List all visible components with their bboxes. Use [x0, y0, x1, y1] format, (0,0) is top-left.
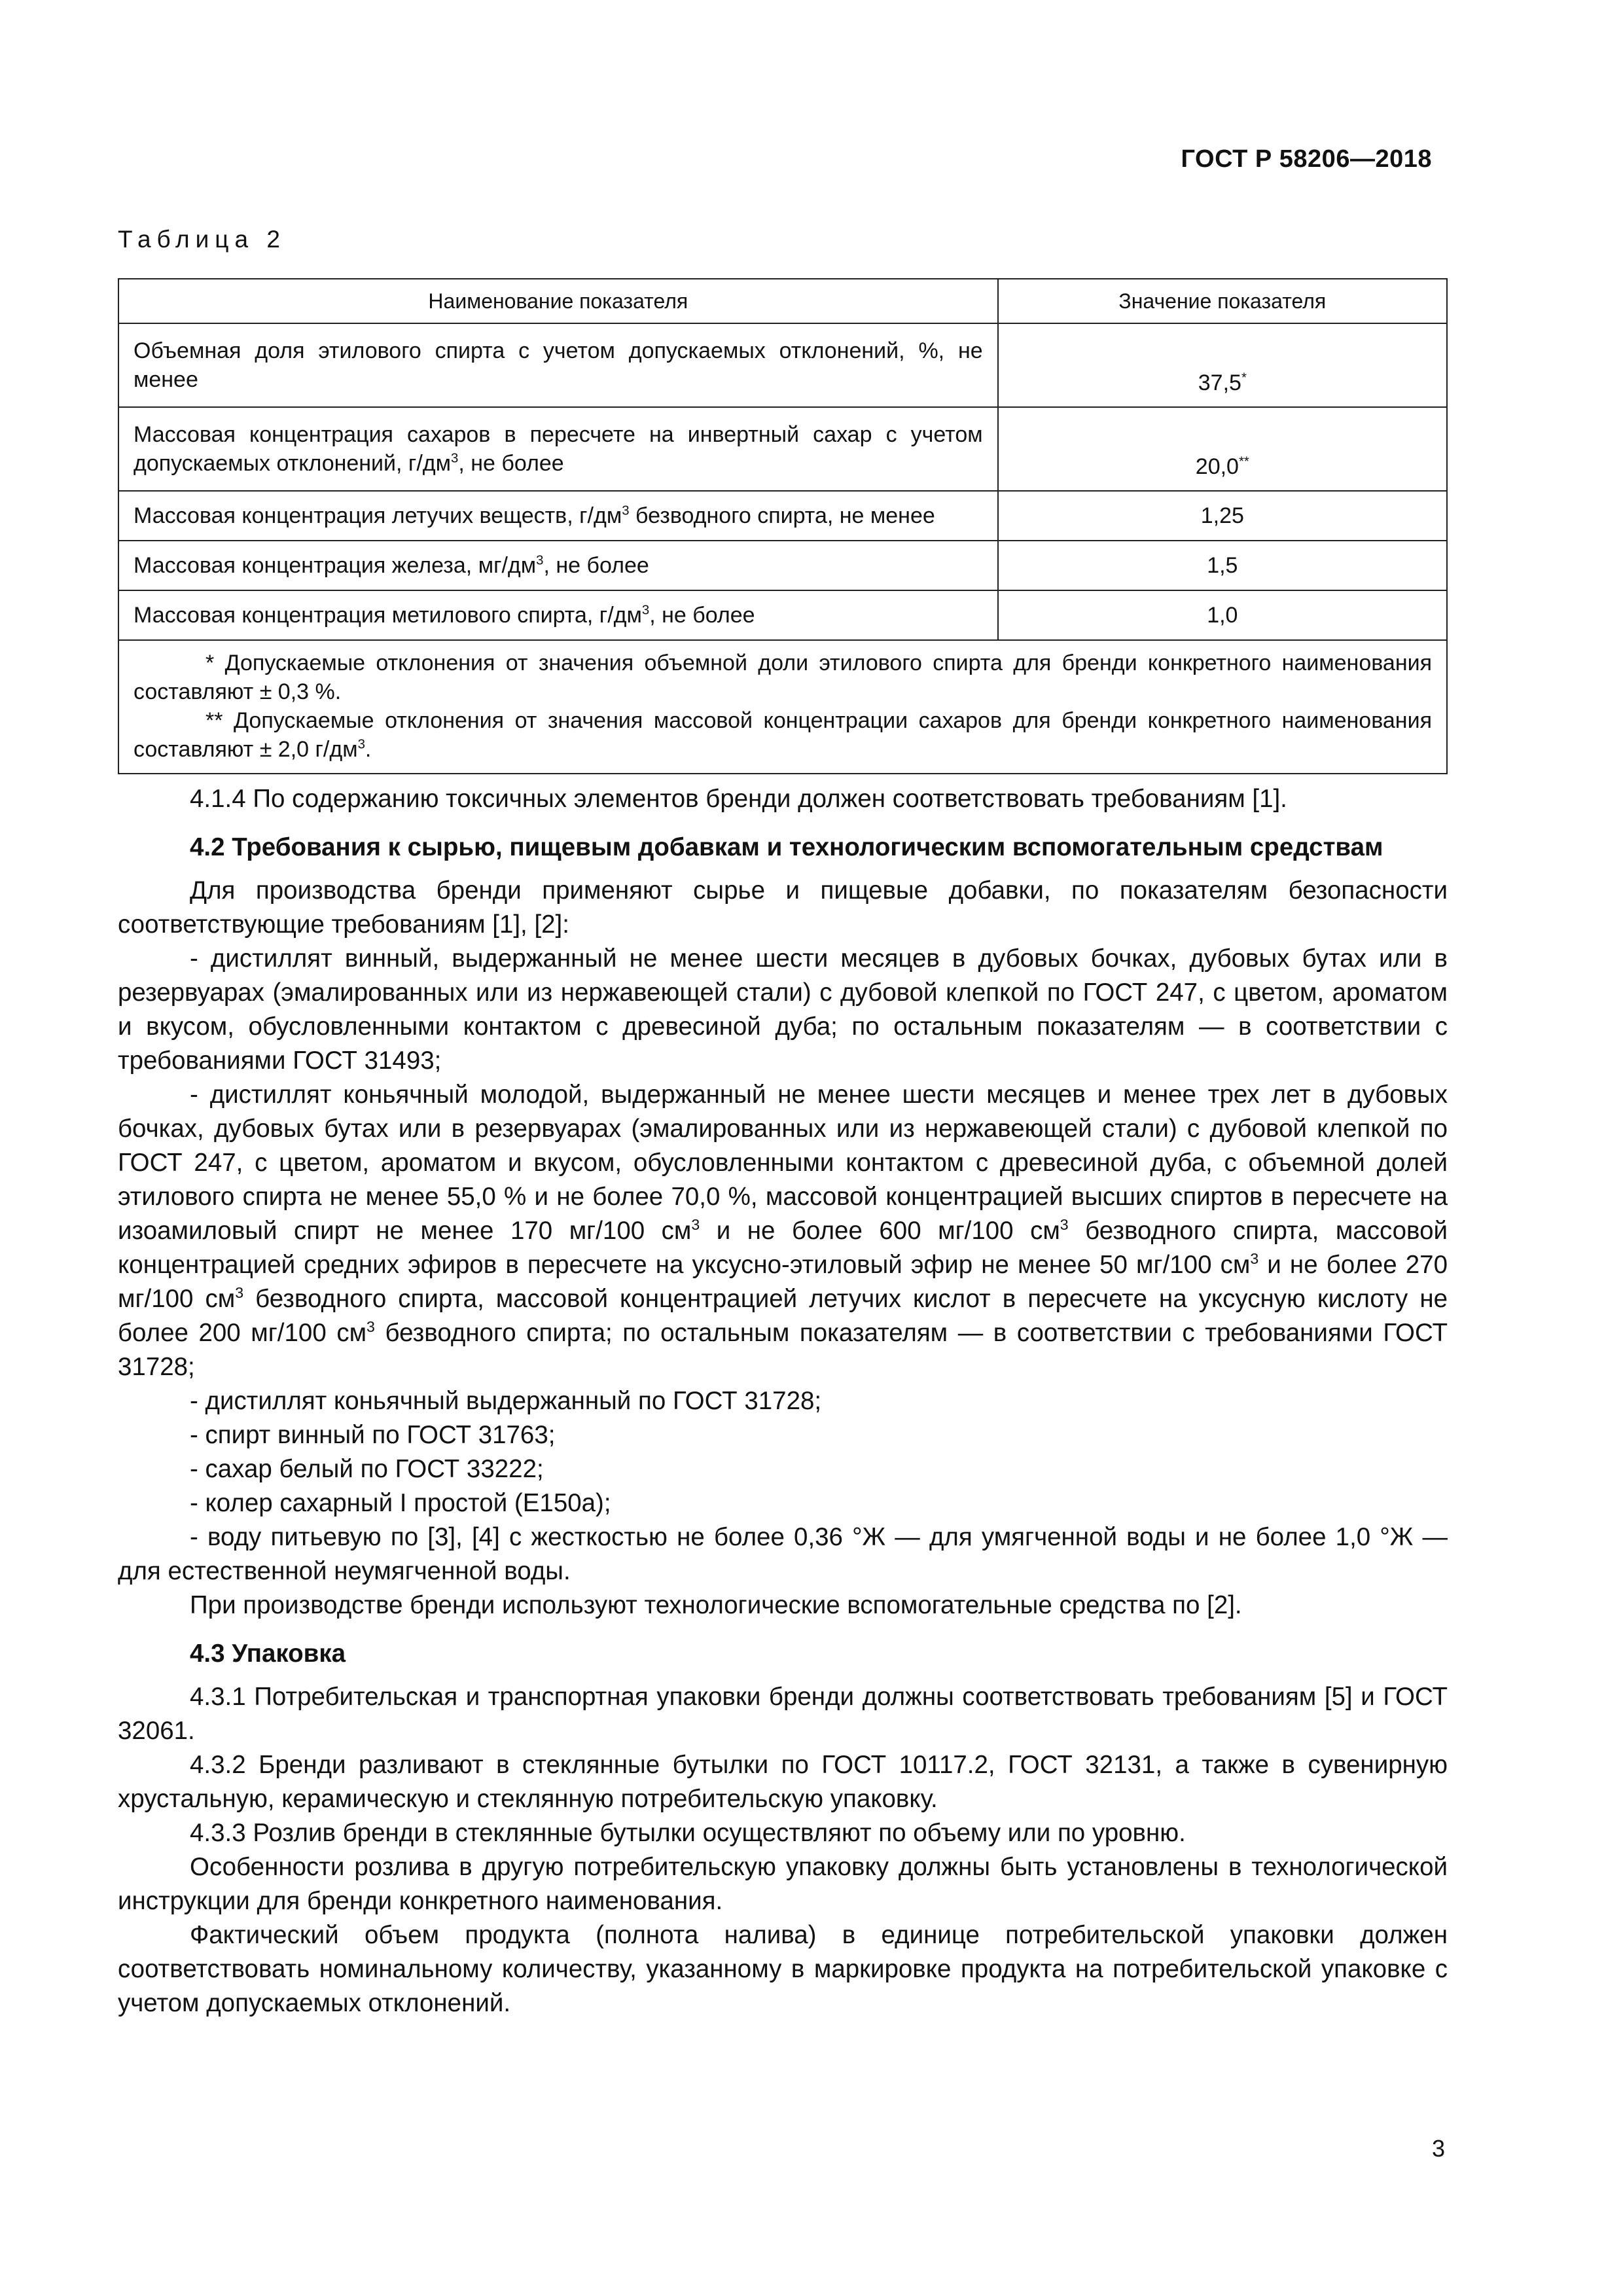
- indicator-name-text: Массовая концентрация летучих веществ, г/дм: [134, 503, 622, 528]
- paragraph-4-3-2: 4.3.2 Бренди разливают в стеклянные бутылки по ГОСТ 10117.2, ГОСТ 32131, а также в сувенирную хрустальную, керамическую и стеклянную потребительскую упаковку.: [118, 1751, 1448, 1813]
- indicator-name: [118, 323, 998, 407]
- paragraph: Особенности розлива в другую потребительскую упаковку должны быть установлены в технологической инструкции для бренди конкретного наименования.: [118, 1853, 1448, 1915]
- table-caption: Таблица 2: [118, 226, 286, 253]
- list-item-text: - дистиллят коньячный молодой, выдержанный не менее шести месяцев и менее трех лет в дубовых бочках, дубовых бутах или в резервуарах (эмалированных или из нержавеющей стали) с дубовой клепкой по ГОСТ 247, с цветом, ароматом и вкусом, обусловленными контактом с древесиной дуба, с объемной долей этилового спирта не менее 55,0 % и не более 70,0 %, массовой концентрацией высших спиртов в пересчете на изоамиловый спирт не менее 170 мг/100 см: [118, 1081, 1448, 1245]
- table-notes: [118, 640, 1447, 774]
- table-row: [118, 407, 1447, 491]
- section-heading-4-2: 4.2 Требования к сырью, пищевым добавкам и технологическим вспомогательным средствам: [190, 833, 1383, 861]
- specification-table: [118, 278, 1448, 774]
- indicator-name-text: Массовая концентрация железа, мг/дм: [134, 553, 537, 578]
- list-item-text: безводного спирта, массовой концентрацией летучих кислот в пересчете на уксусную кислоту не более 200 мг/100 см: [118, 1285, 1448, 1347]
- indicator-value: [998, 407, 1447, 491]
- table-row: [118, 323, 1447, 407]
- paragraph-4-3-3: 4.3.3 Розлив бренди в стеклянные бутылки осуществляют по объему или по уровню.: [190, 1819, 1186, 1847]
- superscript: 3: [691, 1216, 700, 1234]
- list-item: [118, 1078, 1448, 1384]
- document-code: ГОСТ Р 58206—2018: [1181, 145, 1432, 173]
- list-item-text: и не более 600 мг/100 см: [700, 1217, 1060, 1245]
- table-note: * Допускаемые отклонения от значения объемной доли этилового спирта для бренди конкретного наименования составляют ± 0,3 %.: [134, 651, 1432, 704]
- paragraph: Для производства бренди применяют сырье и пищевые добавки, по показателям безопасности соответствующие требованиям [1], [2]:: [118, 876, 1448, 939]
- table-notes-row: [118, 640, 1447, 774]
- indicator-value: [998, 323, 1447, 407]
- superscript: 3: [366, 1318, 375, 1336]
- footnote-mark: *: [1241, 370, 1247, 386]
- table-note-text: ** Допускаемые отклонения от значения массовой концентрации сахаров для бренди конкретного наименования составляют ± 2,0 г/дм: [134, 708, 1432, 762]
- indicator-name: [118, 491, 998, 541]
- indicator-value: 1,5: [998, 541, 1447, 590]
- superscript: 3: [235, 1284, 244, 1302]
- column-header-value: Значение показателя: [998, 279, 1447, 323]
- table-row: [118, 491, 1447, 541]
- table-row: [118, 590, 1447, 640]
- indicator-value: 1,25: [998, 491, 1447, 541]
- paragraph: Фактический объем продукта (полнота налива) в единице потребительской упаковки должен соответствовать номинальному количеству, указанному в маркировке продукта на потребительской упаковке с учетом допускаемых отклонений.: [118, 1921, 1448, 2017]
- indicator-value: 1,0: [998, 590, 1447, 640]
- indicator-value-text: 37,5: [1198, 370, 1241, 395]
- list-item: - дистиллят винный, выдержанный не менее шести месяцев в дубовых бочках, дубовых бутах или в резервуарах (эмалированных или из нержавеющей стали) с дубовой клепкой по ГОСТ 247, с цветом, ароматом и вкусом, обусловленными контактом с древесиной дуба; по остальным показателям — в соответствии с требованиями ГОСТ 31493;: [118, 944, 1448, 1075]
- superscript: 3: [1060, 1216, 1069, 1234]
- section-heading-4-3: 4.3 Упаковка: [190, 1640, 346, 1668]
- superscript: 3: [536, 553, 544, 568]
- column-header-name: Наименование показателя: [118, 279, 998, 323]
- list-item: - воду питьевую по [3], [4] с жесткостью не более 0,36 °Ж — для умягченной воды и не более 1,0 °Ж — для естественной неумягченной воды.: [118, 1523, 1448, 1585]
- list-item: - сахар белый по ГОСТ 33222;: [190, 1455, 544, 1483]
- indicator-name-text: Массовая концентрация сахаров в пересчете на инвертный сахар с учетом допускаемых отклонений, г/дм: [134, 422, 983, 476]
- table-note: [134, 706, 1432, 764]
- superscript: 3: [1250, 1250, 1259, 1268]
- table-header-row: [118, 279, 1447, 323]
- paragraph-4-3-1: 4.3.1 Потребительская и транспортная упаковки бренди должны соответствовать требованиям [5] и ГОСТ 32061.: [118, 1683, 1448, 1745]
- document-body: [118, 782, 1448, 2020]
- superscript: 3: [357, 737, 365, 752]
- list-item: - спирт винный по ГОСТ 31763;: [190, 1421, 556, 1449]
- indicator-name-text: , не более: [649, 603, 755, 628]
- superscript: 3: [622, 503, 630, 518]
- list-item-text: безводного спирта; по остальным показателям — в соответствии с требованиями ГОСТ 31728;: [118, 1319, 1448, 1381]
- table-note-text: .: [365, 737, 372, 762]
- superscript: 3: [451, 451, 459, 466]
- indicator-name-text: , не более: [543, 553, 649, 578]
- list-item: - дистиллят коньячный выдержанный по ГОСТ 31728;: [190, 1387, 822, 1415]
- footnote-mark: **: [1238, 454, 1249, 469]
- indicator-name: [118, 407, 998, 491]
- paragraph: При производстве бренди используют технологические вспомогательные средства по [2].: [190, 1591, 1242, 1619]
- indicator-name-text: Объемная доля этилового спирта с учетом допускаемых отклонений, %, не менее: [134, 338, 983, 392]
- paragraph-4-1-4: 4.1.4 По содержанию токсичных элементов бренди должен соответствовать требованиям [1].: [190, 785, 1287, 813]
- page-number: 3: [1431, 2135, 1445, 2162]
- indicator-name: [118, 590, 998, 640]
- list-item-text: безводного спирта, массовой концентрацией средних эфиров в пересчете на уксусно-этиловый эфир не менее 50 мг/100 см: [118, 1217, 1448, 1279]
- indicator-name-text: Массовая концентрация метилового спирта, г/дм: [134, 603, 642, 628]
- indicator-name-text: , не более: [458, 451, 564, 476]
- table-row: [118, 541, 1447, 590]
- indicator-name-text: безводного спирта, не менее: [629, 503, 935, 528]
- indicator-name: [118, 541, 998, 590]
- list-item-text: и не более 270 мг/100 см: [118, 1251, 1448, 1313]
- superscript: 3: [641, 603, 650, 618]
- list-item: - колер сахарный I простой (Е150а);: [190, 1489, 611, 1517]
- indicator-value-text: 20,0: [1195, 454, 1239, 479]
